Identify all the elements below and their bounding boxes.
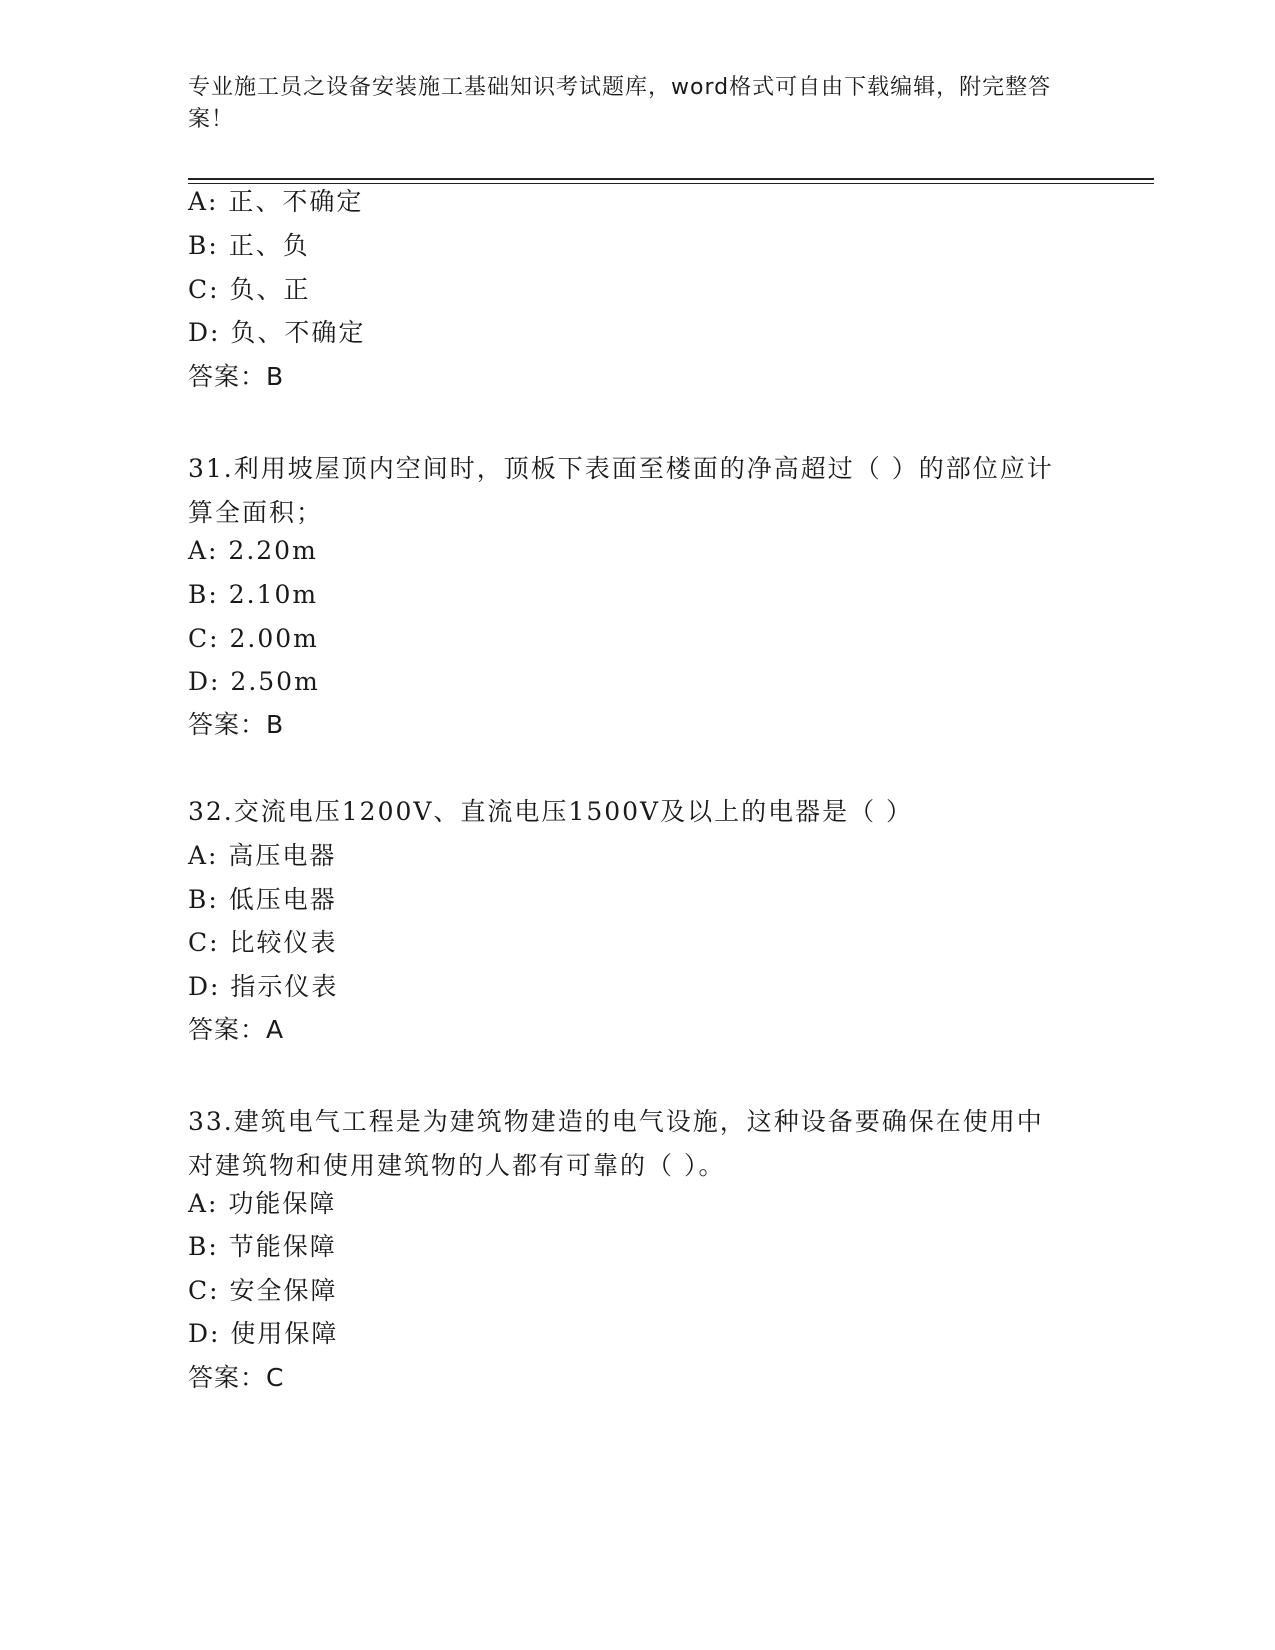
option-c: C: 2.00m [188,624,319,653]
header-divider-secondary [188,183,1154,184]
option-b: B: 低压电器 [188,885,337,914]
option-d: D: 2.50m [188,667,320,696]
option-c: C: 负、正 [188,275,311,304]
document-header: 专业施工员之设备安装施工基础知识考试题库，word格式可自由下载编辑，附完整答案！ [188,75,1052,132]
answer: 答案：A [188,1015,285,1044]
option-d: D: 使用保障 [188,1319,339,1348]
answer: 答案：B [188,362,285,391]
answer: 答案：C [188,1363,285,1392]
option-d: D: 负、不确定 [188,318,366,347]
answer: 答案：B [188,710,285,739]
question-stem: 31.利用坡屋顶内空间时，顶板下表面至楼面的净高超过（ ）的部位应计算全面积； [188,454,1054,527]
option-b: B: 2.10m [188,580,319,609]
option-a: A: 高压电器 [188,841,337,870]
option-b: B: 正、负 [188,231,310,260]
option-a: A: 正、不确定 [188,187,364,216]
option-c: C: 比较仪表 [188,928,338,957]
question-stem: 33.建筑电气工程是为建筑物建造的电气设施，这种设备要确保在使用中对建筑物和使用建筑物的人都有可靠的（ ）。 [188,1107,1044,1180]
option-a: A: 2.20m [188,536,318,565]
option-c: C: 安全保障 [188,1276,338,1305]
question-stem: 32.交流电压1200V、直流电压1500V及以上的电器是（ ） [188,797,914,826]
header-divider [188,178,1154,180]
option-b: B: 节能保障 [188,1232,337,1261]
option-d: D: 指示仪表 [188,972,339,1001]
option-a: A: 功能保障 [188,1189,337,1218]
